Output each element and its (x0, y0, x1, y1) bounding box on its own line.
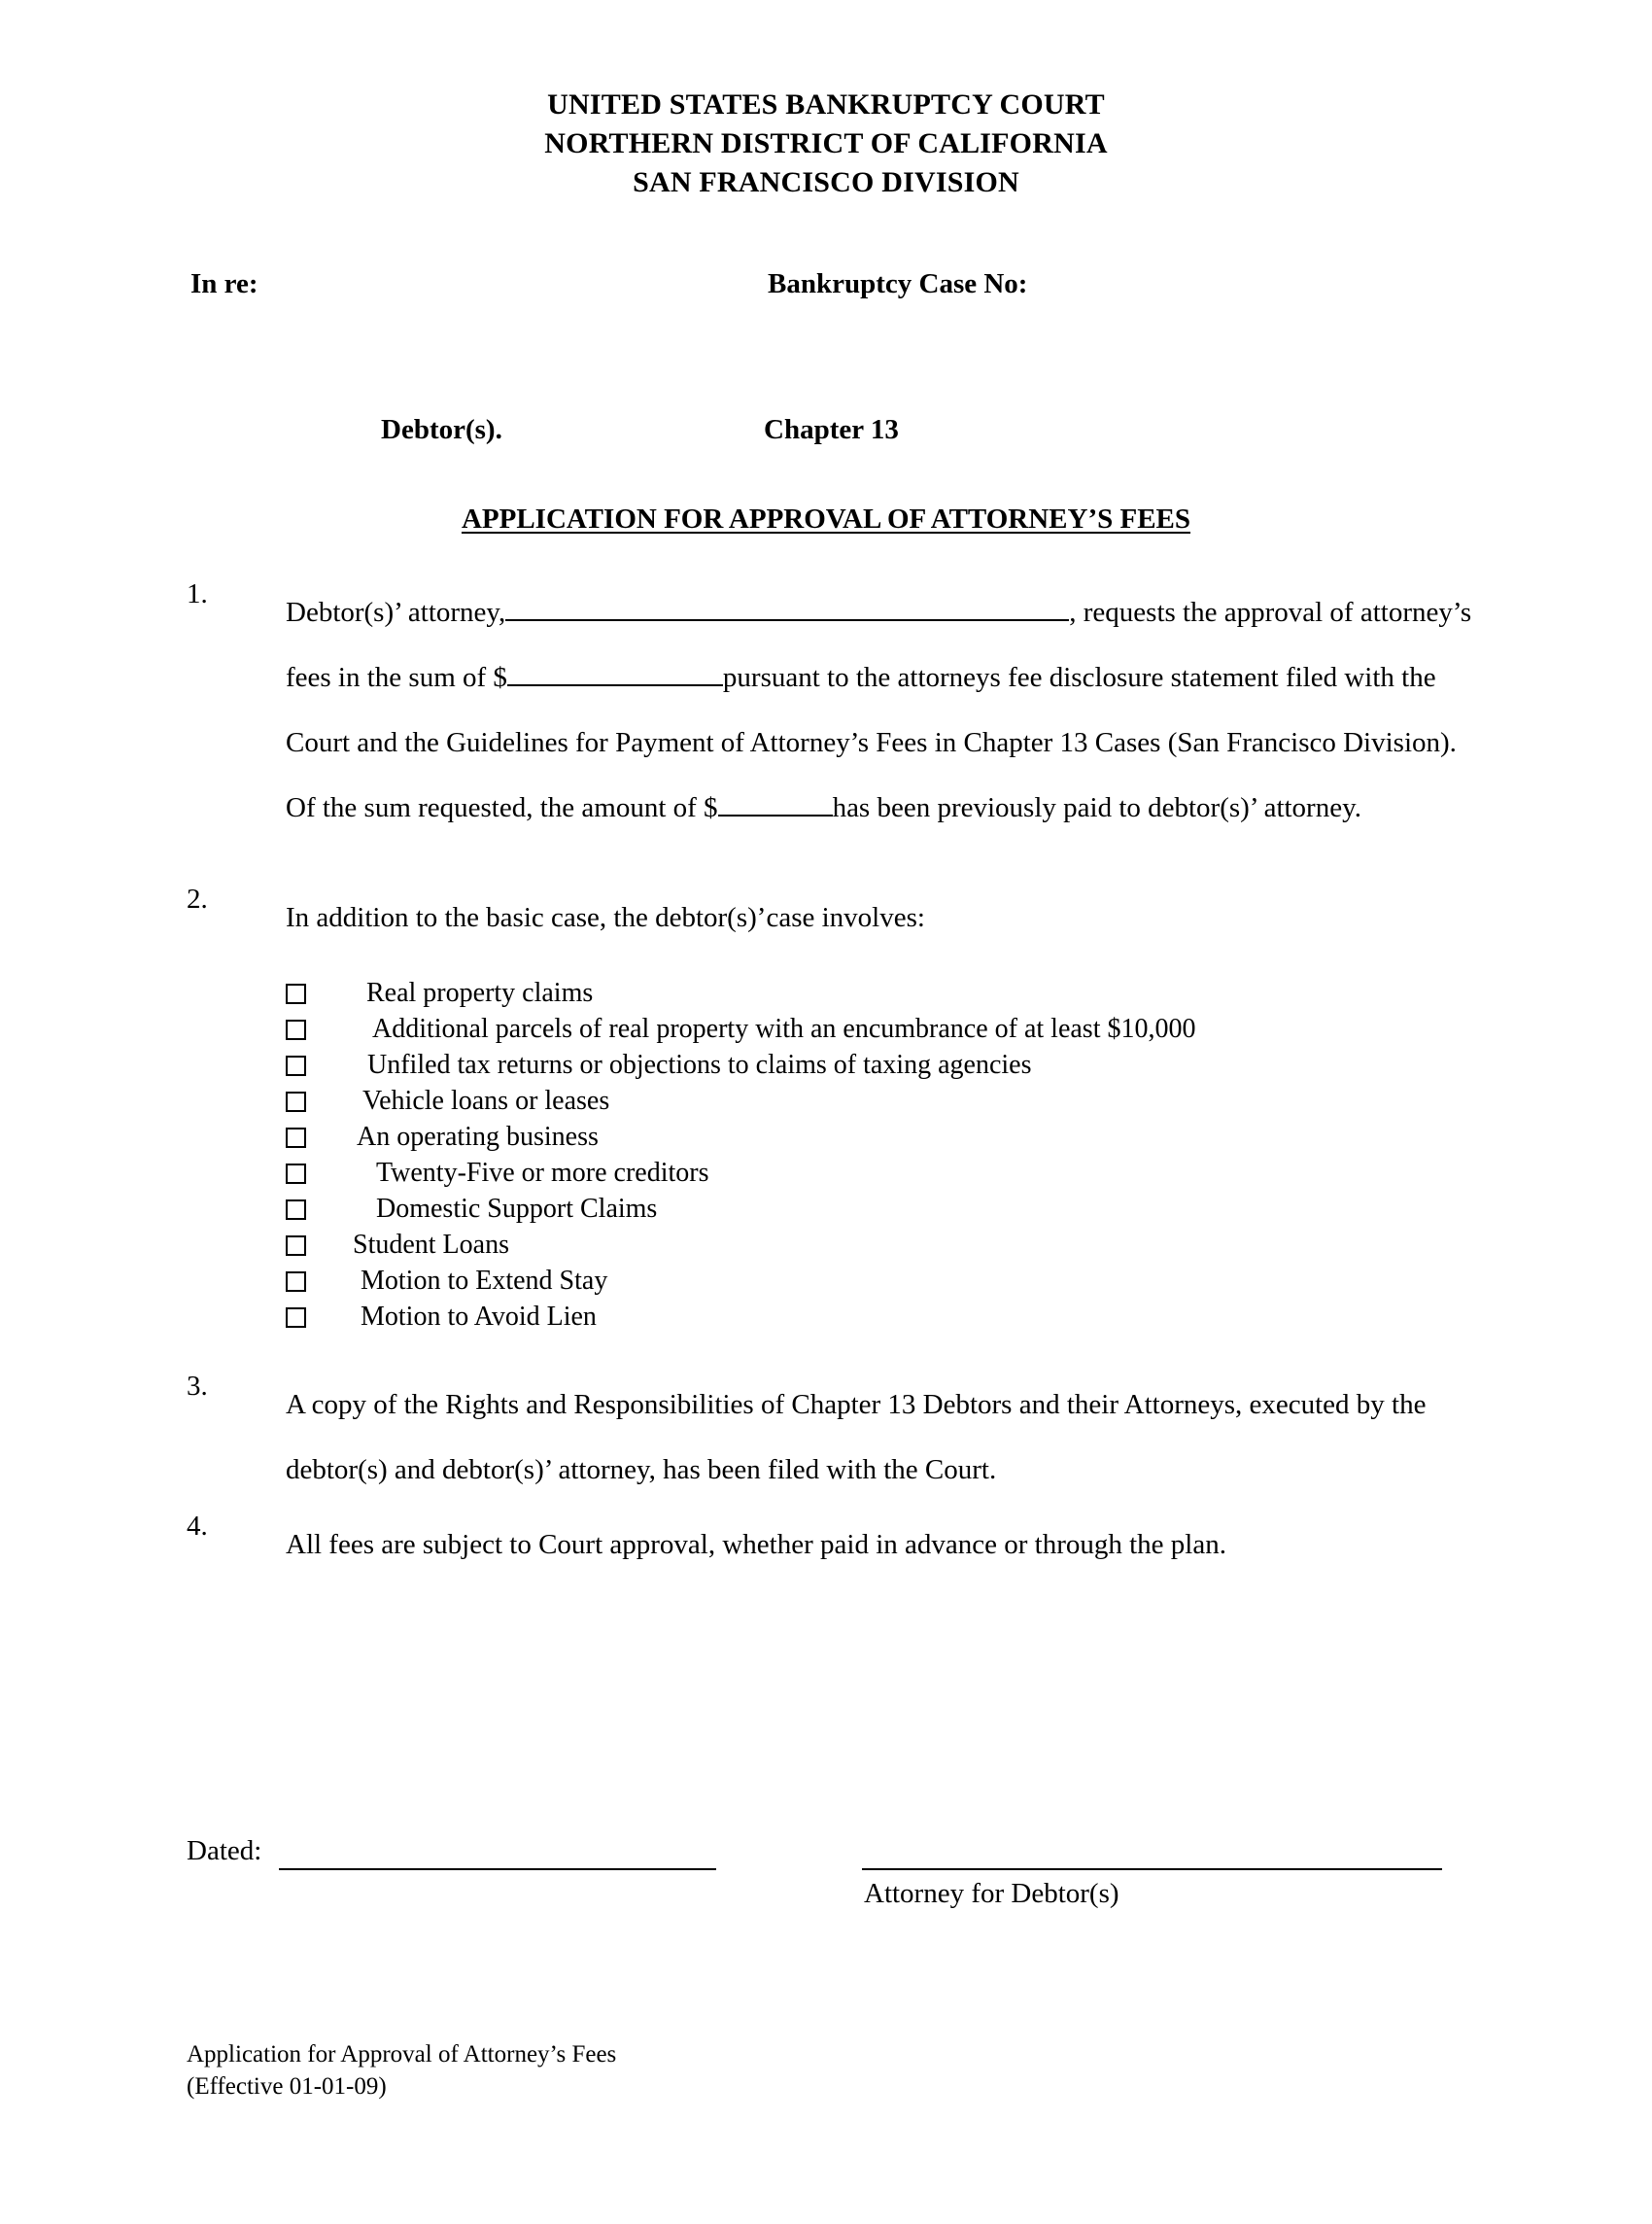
fee-amount-blank[interactable] (507, 661, 723, 686)
checkbox-row-motion-avoid-lien[interactable] (286, 1300, 1652, 1336)
checkbox-row-unfiled-tax-returns[interactable] (286, 1048, 1652, 1084)
caption-in-re-row (0, 268, 1652, 307)
item-1 (0, 577, 1652, 841)
item-4-text: All fees are subject to Court approval, whether paid in advance or through the plan. (286, 1528, 1226, 1560)
checkbox-label-student-loans: Student Loans (353, 1230, 509, 1261)
item-2-text: In addition to the basic case, the debtor(s)’case involves: (286, 901, 925, 933)
footer-line-2: (Effective 01-01-09) (187, 2072, 387, 2100)
checkbox-label-additional-parcels: Additional parcels of real property with an encumbrance of at least $10,000 (372, 1014, 1196, 1045)
checkbox-label-vehicle-loans: Vehicle loans or leases (362, 1086, 610, 1117)
checkbox-motion-avoid-lien[interactable] (286, 1307, 306, 1328)
checkbox-twenty-five-creditors[interactable] (286, 1164, 306, 1184)
document-page (0, 86, 1652, 2224)
item-1-number: 1. (187, 577, 208, 609)
checkbox-row-domestic-support[interactable] (286, 1192, 1652, 1228)
item-1-part-4: has been previously paid to debtor(s)’ attorney. (832, 791, 1361, 823)
checkbox-label-motion-extend-stay: Motion to Extend Stay (361, 1266, 608, 1297)
checkbox-additional-parcels[interactable] (286, 1020, 306, 1040)
case-involves-checklist (286, 976, 1652, 1336)
bankruptcy-case-no-label: Bankruptcy Case No: (768, 267, 1028, 299)
attorney-for-debtors-caption: Attorney for Debtor(s) (864, 1878, 1119, 1909)
in-re-label: In re: (190, 267, 258, 299)
footer (187, 2039, 616, 2102)
dated-blank[interactable] (279, 1868, 716, 1870)
checkbox-label-twenty-five-creditors: Twenty-Five or more creditors (376, 1158, 709, 1189)
court-name-line-1: UNITED STATES BANKRUPTCY COURT (547, 88, 1105, 121)
checkbox-row-additional-parcels[interactable] (286, 1012, 1652, 1048)
checkbox-label-operating-business: An operating business (357, 1122, 599, 1153)
checkbox-label-real-property-claims: Real property claims (366, 978, 594, 1009)
checkbox-vehicle-loans[interactable] (286, 1092, 306, 1112)
item-1-part-1: Debtor(s)’ attorney, (286, 596, 506, 628)
checkbox-unfiled-tax-returns[interactable] (286, 1056, 306, 1076)
item-4-number: 4. (187, 1510, 208, 1542)
item-3-text: A copy of the Rights and Responsibilities of Chapter 13 Debtors and their Attorneys, executed by the debtor(s) and debtor(s)’ attorney, has been filed with the Court. (286, 1388, 1427, 1485)
dated-label: Dated: (187, 1835, 262, 1866)
item-3-number: 3. (187, 1370, 208, 1402)
footer-line-1: Application for Approval of Attorney’s Fees (187, 2041, 617, 2068)
checkbox-operating-business[interactable] (286, 1128, 306, 1148)
item-1-part-2: , requests the approval of attorney’s fees in the sum of $ (286, 596, 1472, 693)
checkbox-row-vehicle-loans[interactable] (286, 1084, 1652, 1120)
checkbox-label-domestic-support: Domestic Support Claims (376, 1194, 658, 1225)
checkbox-label-motion-avoid-lien: Motion to Avoid Lien (361, 1302, 597, 1333)
page-title: APPLICATION FOR APPROVAL OF ATTORNEY’S FEES (461, 503, 1191, 535)
court-name-line-2: NORTHERN DISTRICT OF CALIFORNIA (544, 126, 1108, 159)
attorney-signature-blank[interactable] (862, 1868, 1442, 1870)
checkbox-student-loans[interactable] (286, 1235, 306, 1256)
dated-row (0, 1835, 1652, 1909)
debtor-label: Debtor(s). (381, 413, 502, 445)
checkbox-row-student-loans[interactable] (286, 1228, 1652, 1264)
checkbox-label-unfiled-tax-returns: Unfiled tax returns or objections to claims of taxing agencies (367, 1050, 1032, 1081)
checkbox-row-motion-extend-stay[interactable] (286, 1264, 1652, 1300)
item-2 (0, 883, 1652, 951)
checkbox-domestic-support[interactable] (286, 1199, 306, 1220)
caption-debtor-row (0, 414, 1652, 453)
checkbox-row-operating-business[interactable] (286, 1120, 1652, 1156)
item-1-text (286, 580, 1482, 841)
previously-paid-blank[interactable] (718, 791, 833, 817)
signature-block (0, 1835, 1652, 1909)
chapter-label: Chapter 13 (764, 413, 899, 445)
item-3 (0, 1370, 1652, 1503)
checkbox-row-real-property-claims[interactable] (286, 976, 1652, 1012)
court-name-line-3: SAN FRANCISCO DIVISION (633, 165, 1019, 198)
checkbox-real-property-claims[interactable] (286, 984, 306, 1004)
court-header (0, 86, 1652, 202)
checkbox-motion-extend-stay[interactable] (286, 1271, 306, 1292)
item-4 (0, 1512, 1652, 1578)
item-2-number: 2. (187, 883, 208, 915)
item-1-part-3: pursuant to the attorneys fee disclosure statement filed with the Court and the Guidelines for Payment of Attorney’s Fees in Chapter 13 Cases (San Francisco Division). Of the sum requested, the amount of $ (286, 661, 1457, 823)
checkbox-row-twenty-five-creditors[interactable] (286, 1156, 1652, 1192)
attorney-name-blank[interactable] (505, 596, 1069, 621)
